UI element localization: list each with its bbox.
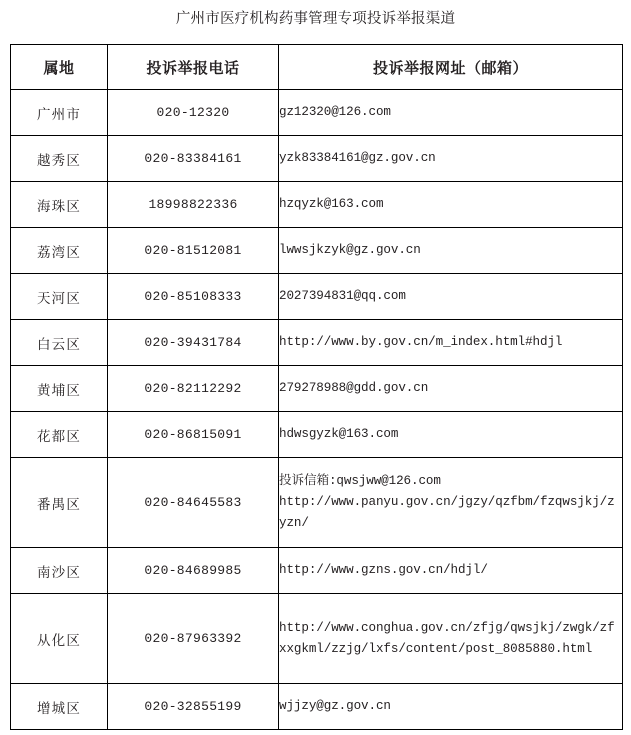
site-line: lwwsjkzyk@gz.gov.cn	[279, 243, 421, 257]
cell-site	[279, 412, 623, 458]
column-header-phone: 投诉举报电话	[108, 45, 279, 90]
cell-phone: 020-83384161	[108, 136, 279, 182]
cell-site	[279, 320, 623, 366]
site-line: http://www.gzns.gov.cn/hdjl/	[279, 563, 488, 577]
table-row	[11, 684, 623, 730]
table-header-row	[11, 45, 623, 90]
cell-phone: 020-84645583	[108, 458, 279, 548]
site-line: hzqyzk@163.com	[279, 197, 384, 211]
cell-area: 黄埔区	[11, 366, 108, 412]
table-row	[11, 548, 623, 594]
table-row	[11, 136, 623, 182]
cell-phone: 020-39431784	[108, 320, 279, 366]
cell-phone: 020-86815091	[108, 412, 279, 458]
cell-area: 从化区	[11, 594, 108, 684]
cell-site	[279, 136, 623, 182]
cell-area: 海珠区	[11, 182, 108, 228]
cell-area: 荔湾区	[11, 228, 108, 274]
cell-phone: 020-82112292	[108, 366, 279, 412]
cell-site	[279, 458, 623, 548]
site-line: gz12320@126.com	[279, 105, 391, 119]
cell-site	[279, 90, 623, 136]
cell-phone: 020-12320	[108, 90, 279, 136]
cell-area: 天河区	[11, 274, 108, 320]
cell-site	[279, 228, 623, 274]
table-row	[11, 320, 623, 366]
cell-phone: 020-32855199	[108, 684, 279, 730]
table-row	[11, 228, 623, 274]
cell-phone: 020-87963392	[108, 594, 279, 684]
site-line: 投诉信箱:qwsjww@126.com	[279, 474, 441, 488]
cell-area: 番禺区	[11, 458, 108, 548]
table-row	[11, 366, 623, 412]
site-line: yzk83384161@gz.gov.cn	[279, 151, 436, 165]
table-row	[11, 90, 623, 136]
cell-area: 白云区	[11, 320, 108, 366]
cell-site	[279, 594, 623, 684]
site-line: 279278988@gdd.gov.cn	[279, 381, 429, 395]
table-row	[11, 458, 623, 548]
table-row	[11, 274, 623, 320]
cell-phone: 020-84689985	[108, 548, 279, 594]
site-line: hdwsgyzk@163.com	[279, 427, 399, 441]
cell-phone: 020-81512081	[108, 228, 279, 274]
cell-area: 花都区	[11, 412, 108, 458]
cell-area: 广州市	[11, 90, 108, 136]
cell-site	[279, 274, 623, 320]
site-line: wjjzy@gz.gov.cn	[279, 699, 391, 713]
complaint-channels-table	[10, 44, 623, 730]
cell-site	[279, 548, 623, 594]
cell-phone: 020-85108333	[108, 274, 279, 320]
cell-phone: 18998822336	[108, 182, 279, 228]
page-title: 广州市医疗机构药事管理专项投诉举报渠道	[175, 11, 456, 27]
table-header	[11, 45, 623, 90]
cell-site	[279, 182, 623, 228]
site-line: http://www.by.gov.cn/m_index.html#hdjl	[279, 335, 563, 349]
site-line: 2027394831@qq.com	[279, 289, 406, 303]
cell-area: 增城区	[11, 684, 108, 730]
cell-area: 越秀区	[11, 136, 108, 182]
site-line: http://www.conghua.gov.cn/zfjg/qwsjkj/zwgk/zfxxgkml/zzjg/lxfs/content/post_8085880.html	[279, 620, 615, 656]
table-row	[11, 412, 623, 458]
column-header-site: 投诉举报网址（邮箱）	[279, 45, 623, 90]
table-row	[11, 182, 623, 228]
site-line: http://www.panyu.gov.cn/jgzy/qzfbm/fzqwsjkj/zyzn/	[279, 495, 615, 530]
table-body	[11, 90, 623, 730]
column-header-area: 属地	[11, 45, 108, 90]
cell-site	[279, 684, 623, 730]
complaint-channels-table-wrapper	[10, 44, 622, 730]
table-row	[11, 594, 623, 684]
cell-area: 南沙区	[11, 548, 108, 594]
cell-site	[279, 366, 623, 412]
